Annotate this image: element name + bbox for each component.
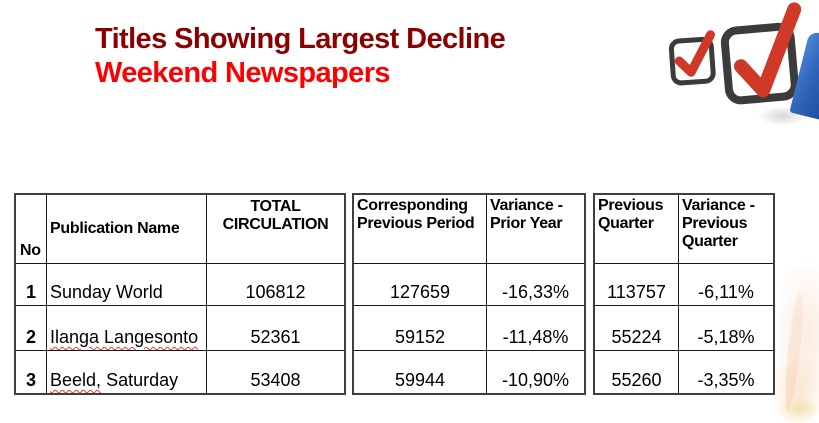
publication-name-text: Saturday xyxy=(106,370,179,390)
row3-variance-previous-quarter: -3,35% xyxy=(697,370,755,390)
row1-previous-quarter: 113757 xyxy=(595,264,679,306)
table-block-circulation xyxy=(14,193,346,395)
row3-no: 3 xyxy=(16,351,47,393)
row1-variance-previous-quarter: -6,11% xyxy=(679,264,773,306)
row1-corresponding-previous-period: 127659 xyxy=(354,264,487,306)
row2-previous-quarter: 55224 xyxy=(595,306,679,351)
row2-total-circulation: 52361 xyxy=(207,306,344,351)
publication-name-misspelled: Beeld, xyxy=(50,370,102,390)
row1-total-circulation: 106812 xyxy=(207,264,344,306)
row3-total-circulation: 53408 xyxy=(250,370,301,390)
header-previous-quarter: Previous Quarter xyxy=(595,195,679,264)
row2-publication-name xyxy=(47,306,207,351)
row1-publication-name xyxy=(47,264,207,306)
publication-name-misspelled: Ilanga Langesonto xyxy=(50,327,199,347)
row3-variance-prior-year: -10,90% xyxy=(501,370,570,390)
row3-publication-name xyxy=(47,351,207,393)
gray-smudge-decoration xyxy=(758,106,806,126)
header-variance-previous-quarter: Variance - Previous Quarter xyxy=(679,195,773,264)
header-corresponding-previous-period: Corresponding Previous Period xyxy=(354,195,487,264)
row2-variance-previous-quarter: -5,18% xyxy=(679,306,773,351)
row2-corresponding-previous-period: 59152 xyxy=(354,306,487,351)
watercolor-smudge-decoration xyxy=(776,396,819,423)
row3-previous-quarter: 55260 xyxy=(595,351,679,393)
header-no: No xyxy=(16,195,47,264)
header-variance-prior-year: Variance - Prior Year xyxy=(487,195,584,264)
slide-title-line2: Weekend Newspapers xyxy=(95,57,390,89)
table-block-prior-year xyxy=(352,193,586,395)
row1-variance-prior-year: -16,33% xyxy=(487,264,584,306)
slide-title xyxy=(95,22,505,90)
row2-variance-prior-year: -11,48% xyxy=(487,306,584,351)
publication-name-text: Sunday World xyxy=(50,282,163,302)
header-total-circulation: TOTAL CIRCULATION xyxy=(207,195,344,264)
row2-no: 2 xyxy=(16,306,47,351)
header-publication-name: Publication Name xyxy=(47,195,207,264)
row3-corresponding-previous-period: 59944 xyxy=(354,351,487,393)
table-block-previous-quarter xyxy=(593,193,775,395)
slide-title-line1: Titles Showing Largest Decline xyxy=(95,23,506,55)
row1-no: 1 xyxy=(16,264,47,306)
